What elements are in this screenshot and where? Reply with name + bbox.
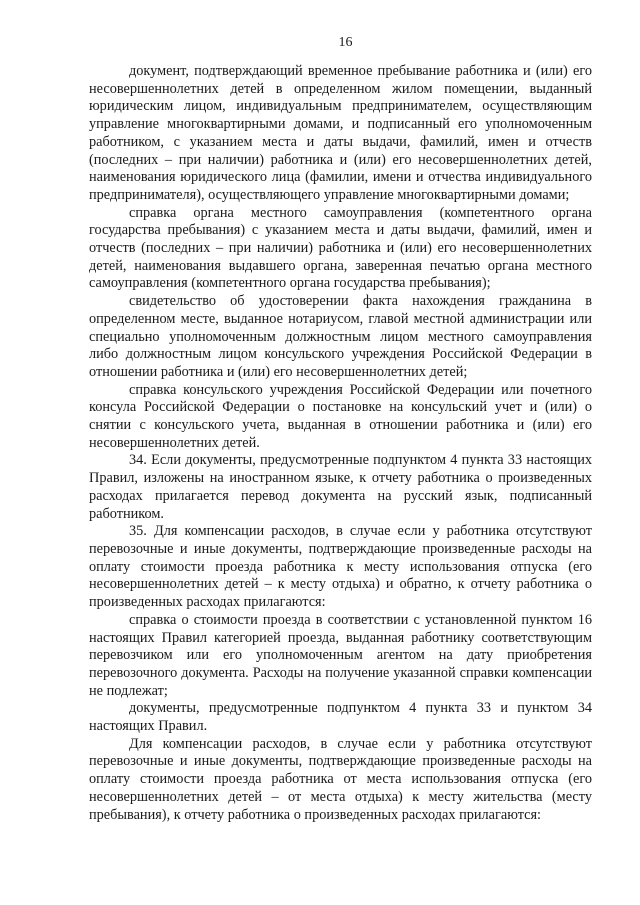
paragraph-notary-certificate: свидетельство об удостоверении факта нахождения гражданина в определенном месте, выданное нотариусом, главой местной администрации или специально уполномоченным должностным лицом местного самоуправления либо должностным лицом консульского учреждения Российской Федерации в отношении работника и (или) его несовершеннолетних детей; [89,293,592,380]
paragraph-local-government-certificate: справка органа местного самоуправления (компетентного органа государства пребывания) с указанием места и даты выдачи, фамилий, имен и отчеств (последних – при наличии) работника и (или) его несовершеннолетних детей, наименования выдавшего органа, заверенная печатью органа местного самоуправления (компетентного органа государства пребывания); [89,204,592,292]
paragraph-item-34: 34. Если документы, предусмотренные подпунктом 4 пункта 33 настоящих Правил, изложены на иностранном языке, к отчету работника о произведенных расходах прилагается перевод документа на русский язык, подписанный работником. [89,452,592,522]
paragraph-residence-document: документ, подтверждающий временное пребывание работника и (или) его несовершеннолетних детей в определенном жилом помещении, выданный юридическим лицом, индивидуальным предпринимателем, осуществляющим управление многоквартирными домами, и подписанный его уполномоченным работником, с указанием места и даты выдачи, фамилий, имен и отчеств (последних – при наличии) работника и (или) его несовершеннолетних детей, наименования юридического лица (фамилии, имени и отчества индивидуального предпринимателя), осуществляющего управление многоквартирными домами; [89,63,592,203]
paragraph-item-35: 35. Для компенсации расходов, в случае если у работника отсутствуют перевозочные и иные документы, подтверждающие произведенные расходы на оплату стоимости проезда работника к месту использования отпуска (его несовершеннолетних детей – к месту отдыха) и обратно, к отчету работника о произведенных расходах прилагаются: [89,523,592,611]
paragraph-documents-reference: документы, предусмотренные подпунктом 4 пункта 33 и пунктом 34 настоящих Правил. [89,700,592,735]
paragraph-fare-certificate: справка о стоимости проезда в соответствии с установленной пунктом 16 настоящих Правил категорией проезда, выданная работнику соответствующим перевозчиком или его уполномоченным агентом на дату приобретения перевозочного документа. Расходы на получение указанной справки компенсации не подлежат; [89,611,592,699]
paragraph-return-trip-compensation: Для компенсации расходов, в случае если у работника отсутствуют перевозочные и иные документы, подтверждающие произведенные расходы на оплату стоимости проезда работника от места использования отпуска (его несовершеннолетних детей – от места отдыха) к месту жительства (месту пребывания), к отчету работника о произведенных расходах прилагаются: [89,735,592,823]
page-number: 16 [338,35,353,50]
paragraph-consular-certificate: справка консульского учреждения Российской Федерации или почетного консула Российской Федерации о постановке на консульский учет и (или) о снятии с консульского учета, выданная в отношении работника и (или) его несовершеннолетних детей. [89,381,592,451]
